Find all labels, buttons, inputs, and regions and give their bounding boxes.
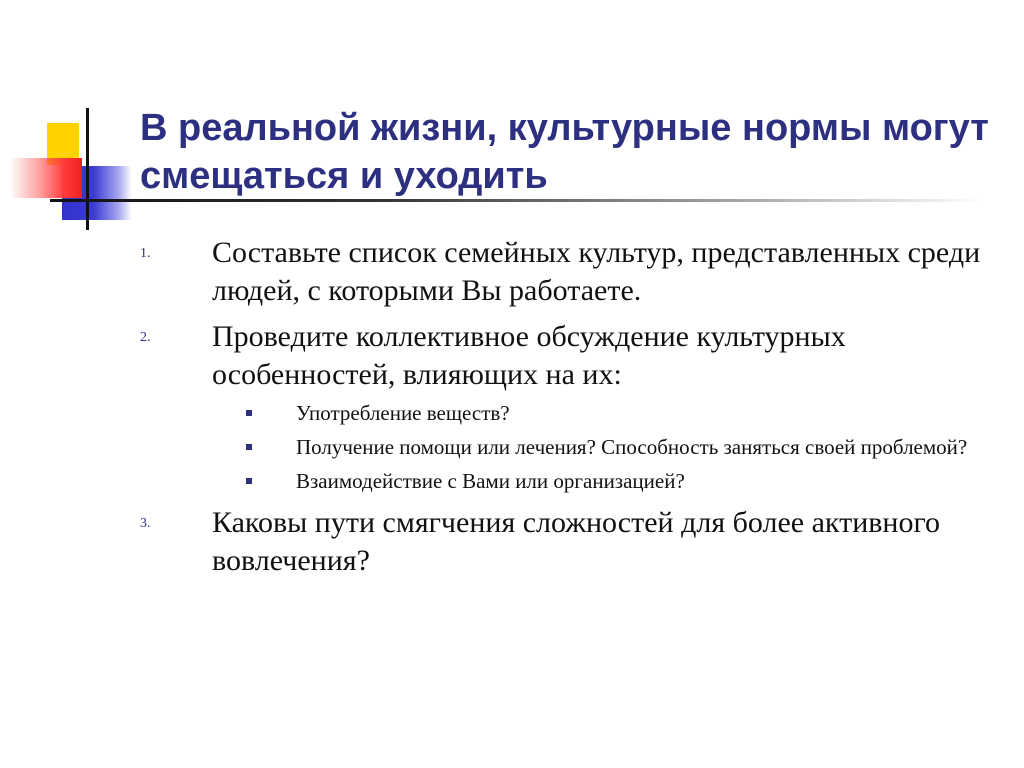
square-bullet-icon bbox=[246, 444, 252, 450]
square-bullet-icon bbox=[246, 410, 252, 416]
square-bullet-icon bbox=[246, 478, 252, 484]
list-item-2 bbox=[140, 318, 1000, 494]
list-item-1 bbox=[140, 234, 1000, 310]
sub-list-item bbox=[212, 400, 1000, 426]
numbered-list bbox=[140, 234, 1000, 588]
list-number: 3. bbox=[140, 516, 151, 531]
list-number: 1. bbox=[140, 246, 151, 261]
sub-list-item bbox=[212, 434, 1000, 460]
slide-title: В реальной жизни, культурные нормы могут смещаться и уходить bbox=[140, 107, 989, 197]
sub-list-item-text: Взаимодействие с Вами или организацией? bbox=[296, 469, 685, 493]
vertical-rule-decoration bbox=[86, 108, 89, 230]
sub-list bbox=[212, 400, 1000, 494]
list-item-text: Каковы пути смягчения сложностей для более активного вовлечения? bbox=[212, 506, 941, 577]
sub-list-item-text: Употребление веществ? bbox=[296, 401, 510, 425]
sub-list-item bbox=[212, 468, 1000, 494]
red-square-decoration bbox=[12, 158, 82, 198]
sub-list-item-text: Получение помощи или лечения? Способность заняться своей проблемой? bbox=[296, 435, 968, 459]
list-item-text: Составьте список семейных культур, представленных среди людей, с которыми Вы работаете. bbox=[212, 236, 981, 307]
list-item-text: Проведите коллективное обсуждение культурных особенностей, влияющих на их: bbox=[212, 320, 846, 391]
list-number: 2. bbox=[140, 330, 151, 345]
list-item-3 bbox=[140, 504, 1000, 580]
